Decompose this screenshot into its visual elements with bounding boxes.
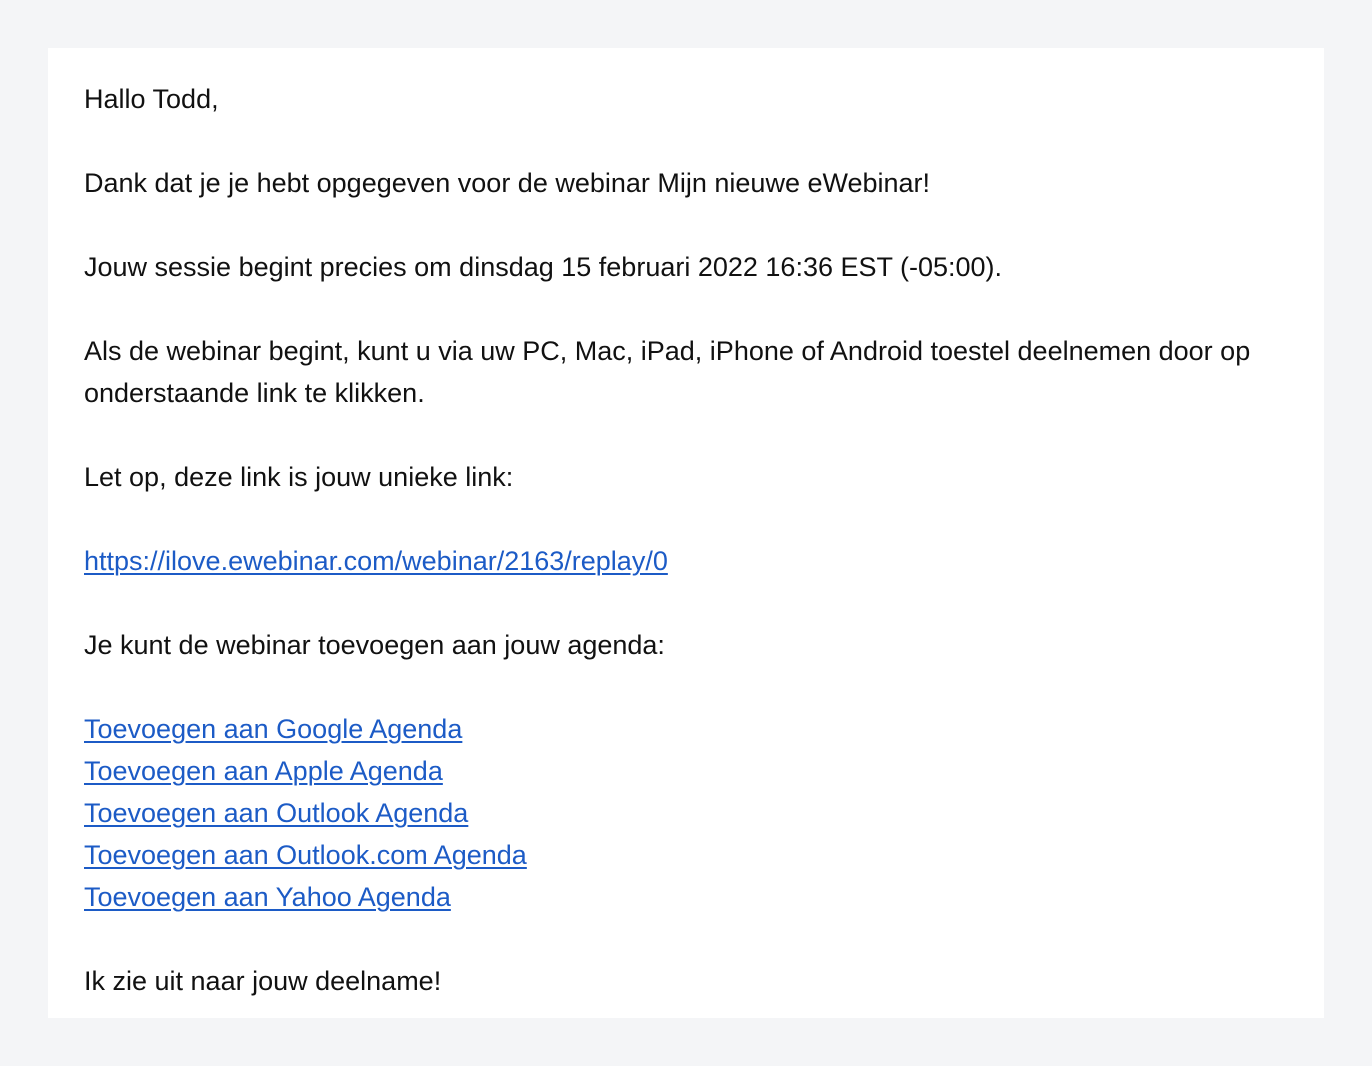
spacer: [84, 582, 1300, 624]
add-to-apple-calendar-link[interactable]: Toevoegen aan Apple Agenda: [84, 756, 443, 786]
add-to-yahoo-calendar-link[interactable]: Toevoegen aan Yahoo Agenda: [84, 882, 451, 912]
spacer: [84, 666, 1300, 708]
calendar-link-list: [84, 708, 1300, 918]
greeting-text: Hallo Todd,: [84, 84, 219, 114]
webinar-join-link[interactable]: https://ilove.ewebinar.com/webinar/2163/replay/0: [84, 546, 668, 576]
spacer: [84, 414, 1300, 456]
unique-link-note: Let op, deze link is jouw unieke link:: [84, 462, 514, 492]
session-time-text: Jouw sessie begint precies om dinsdag 15 februari 2022 16:36 EST (-05:00).: [84, 252, 1003, 282]
spacer: [84, 120, 1300, 162]
calendar-intro-text: Je kunt de webinar toevoegen aan jouw agenda:: [84, 630, 665, 660]
add-to-outlook-calendar-link[interactable]: Toevoegen aan Outlook Agenda: [84, 798, 469, 828]
thanks-text: Dank dat je je hebt opgegeven voor de webinar Mijn nieuwe eWebinar!: [84, 168, 931, 198]
email-card: [48, 48, 1324, 1018]
email-body: [84, 78, 1300, 1002]
add-to-outlook-com-calendar-link[interactable]: Toevoegen aan Outlook.com Agenda: [84, 840, 527, 870]
spacer: [84, 498, 1300, 540]
join-info-text: Als de webinar begint, kunt u via uw PC, Mac, iPad, iPhone of Android toestel deelnemen door op onderstaande link te klikken.: [84, 336, 1251, 408]
spacer: [84, 918, 1300, 960]
spacer: [84, 204, 1300, 246]
unique-link-paragraph: [84, 540, 1300, 582]
closing-text: Ik zie uit naar jouw deelname!: [84, 966, 442, 996]
add-to-google-calendar-link[interactable]: Toevoegen aan Google Agenda: [84, 714, 463, 744]
spacer: [84, 288, 1300, 330]
